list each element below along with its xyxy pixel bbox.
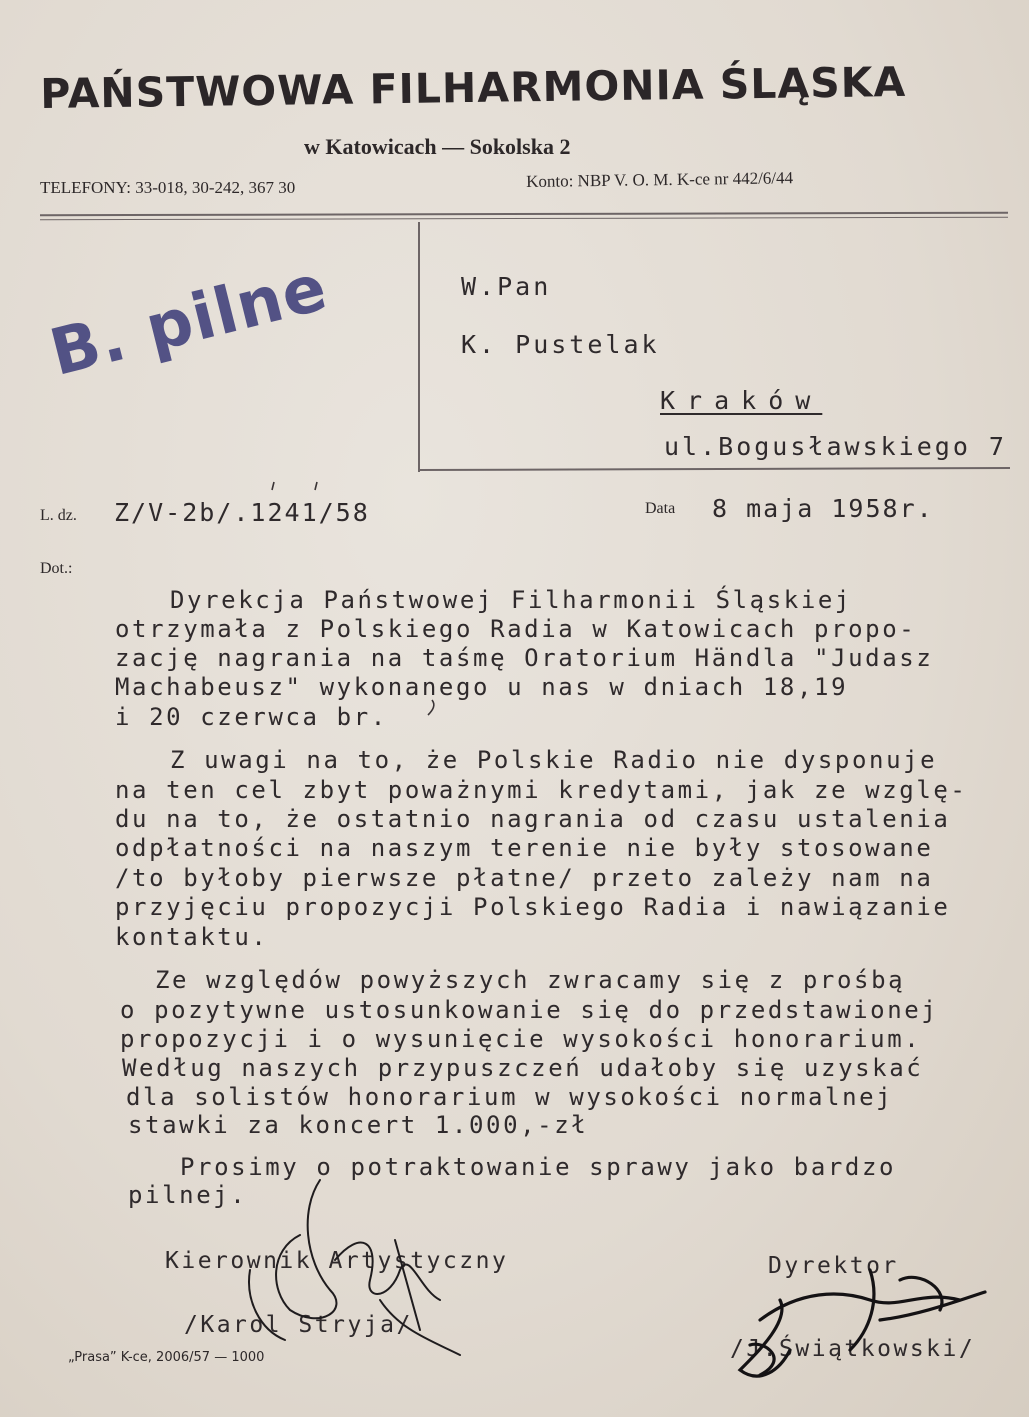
- director-name: /J.Świątkowski/: [730, 1336, 976, 1362]
- phone-numbers: TELEFONY: 33-018, 30-242, 367 30: [40, 178, 296, 197]
- reference-number: Z/V-2b/.1241/58: [114, 498, 370, 527]
- recipient-street: ul.Bogusławskiego 7: [664, 432, 1007, 461]
- body-line: Machabeusz" wykonanego u nas w dniach 18,19: [115, 673, 849, 701]
- body-line: kontaktu.: [115, 923, 269, 951]
- printer-imprint: „Prasa” K-ce, 2006/57 — 1000: [68, 1350, 265, 1365]
- body-line: odpłatności na naszym terenie nie były stosowane: [115, 834, 934, 862]
- body-line: przyjęciu propozycji Polskiego Radia i nawiązanie: [115, 893, 951, 921]
- artistic-director-title: Kierownik Artystyczny: [165, 1248, 509, 1274]
- body-line: o pozytywne ustosunkowanie się do przedstawionej: [120, 996, 939, 1024]
- body-line: Według naszych przypuszczeń udałoby się uzyskać: [122, 1054, 924, 1082]
- date-label: Data: [645, 500, 676, 517]
- body-line: /to byłoby pierwsze płatne/ przeto zależy nam na: [115, 864, 934, 892]
- body-line: Ze względów powyższych zwracamy się z prośbą: [155, 966, 906, 994]
- body-line: Z uwagi na to, że Polskie Radio nie dysponuje: [170, 746, 938, 774]
- organization-name: PAŃSTWOWA FILHARMONIA ŚLĄSKA: [40, 57, 907, 118]
- body-line: i 20 czerwca br.: [115, 703, 388, 731]
- urgent-stamp: B. pilne: [43, 250, 335, 391]
- recipient-city: Kraków: [660, 386, 823, 415]
- address-box-left-border: [418, 222, 420, 472]
- body-line: propozycji i o wysunięcie wysokości honorarium.: [120, 1025, 922, 1053]
- body-line: na ten cel zbyt poważnymi kredytami, jak ze wzglę-: [115, 776, 968, 804]
- body-line: zację nagrania na taśmę Oratorium Händla "Judasz: [115, 644, 934, 672]
- reference-number-label: L. dz.: [40, 507, 77, 524]
- director-title: Dyrektor: [768, 1253, 899, 1279]
- body-line: pilnej.: [128, 1181, 248, 1209]
- letter-date: 8 maja 1958r.: [712, 494, 934, 523]
- letterhead-divider-thin: [40, 217, 1008, 221]
- body-line: otrzymała z Polskiego Radia w Katowicach propo-: [115, 615, 917, 643]
- body-line: Dyrekcja Państwowej Filharmonii Śląskiej: [170, 586, 852, 614]
- address-box-bottom-border: [420, 467, 1010, 471]
- body-line: stawki za koncert 1.000,-zł: [128, 1111, 589, 1139]
- recipient-salutation: W.Pan: [461, 272, 552, 301]
- body-line: du na to, że ostatnio nagrania od czasu ustalenia: [115, 805, 951, 833]
- organization-address: w Katowicach — Sokolska 2: [304, 134, 571, 159]
- body-line: dla solistów honorarium w wysokości normalnej: [126, 1083, 894, 1111]
- bank-account: Konto: NBP V. O. M. K-ce nr 442/6/44: [526, 168, 794, 191]
- artistic-director-name: /Karol Stryja/: [184, 1312, 413, 1338]
- subject-label: Dot.:: [40, 560, 73, 577]
- letterhead-divider: [40, 212, 1008, 217]
- recipient-name: K. Pustelak: [461, 330, 660, 359]
- body-line: Prosimy o potraktowanie sprawy jako bardzo: [180, 1153, 897, 1181]
